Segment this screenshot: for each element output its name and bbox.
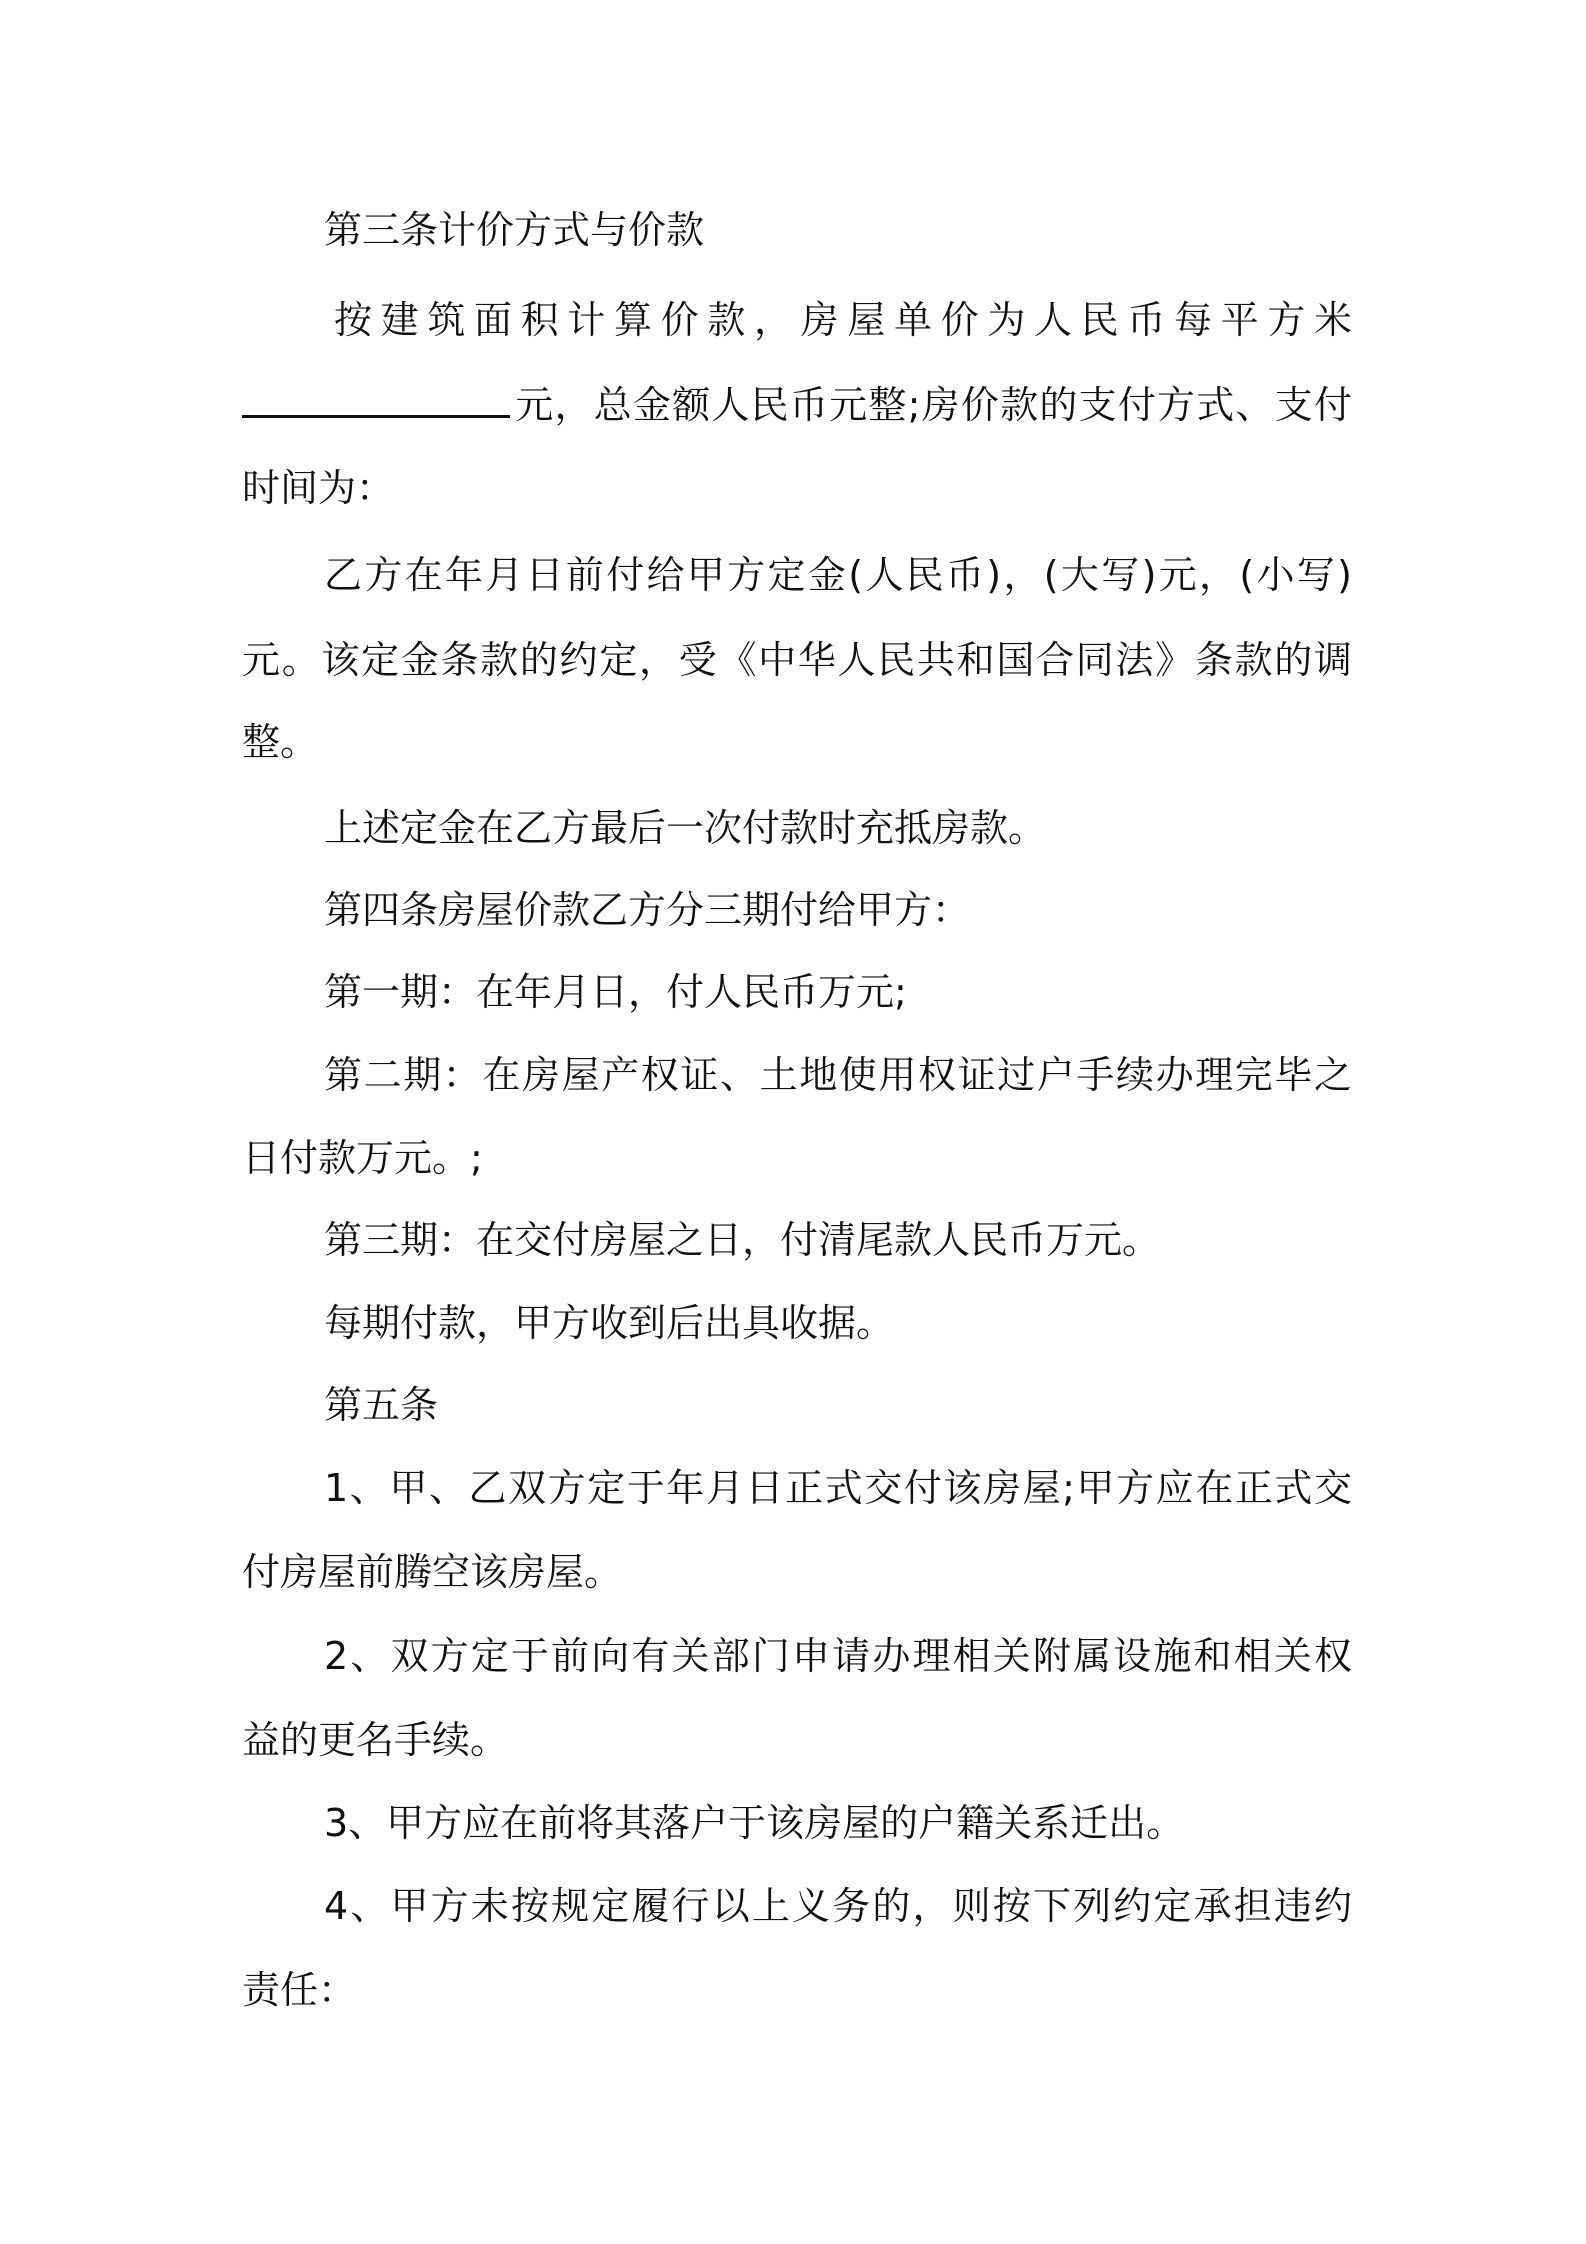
- deposit-paragraph-line-3: 整。: [242, 720, 319, 764]
- article-5-heading: 第五条: [324, 1383, 439, 1427]
- article-5-item-3: 3、甲方应在前将其落户于该房屋的户籍关系迁出。: [324, 1801, 1185, 1845]
- article-3-heading: 第三条计价方式与价款: [324, 208, 705, 252]
- article-3-paragraph-1-line-2: [242, 375, 1352, 435]
- article-5-item-2-line-2: 益的更名手续。: [242, 1718, 509, 1762]
- article-5-item-1-line-1: 1、甲、乙双方定于年月日正式交付该房屋;甲方应在正式交: [324, 1466, 1352, 1510]
- article-3-paragraph-1-line-2-text: 元，总金额人民币元整;房价款的支付方式、支付: [514, 383, 1352, 427]
- deposit-paragraph-line-2: 元。该定金条款的约定，受《中华人民共和国合同法》条款的调: [242, 638, 1352, 682]
- article-5-item-4-line-1: 4、甲方未按规定履行以上义务的，则按下列约定承担违约: [324, 1884, 1352, 1928]
- article-3-paragraph-1-line-1: 按建筑面积计算价款，房屋单价为人民币每平方米: [334, 298, 1352, 342]
- payment-phase-2-line-2: 日付款万元。;: [242, 1136, 483, 1180]
- deposit-paragraph-line-1: 乙方在年月日前付给甲方定金(人民币)，(大写)元，(小写): [324, 553, 1352, 597]
- article-5-item-1-line-2: 付房屋前腾空该房屋。: [242, 1550, 623, 1594]
- deposit-offset-paragraph: 上述定金在乙方最后一次付款时充抵房款。: [324, 806, 1047, 850]
- payment-phase-2-line-1: 第二期：在房屋产权证、土地使用权证过户手续办理完毕之: [324, 1053, 1352, 1097]
- payment-phase-1: 第一期：在年月日，付人民币万元;: [324, 970, 907, 1014]
- article-5-item-4-line-2: 责任：: [242, 1968, 357, 2012]
- payment-phase-3: 第三期：在交付房屋之日，付清尾款人民币万元。: [324, 1218, 1161, 1262]
- article-3-paragraph-1-line-3: 时间为：: [242, 466, 395, 510]
- receipt-paragraph: 每期付款，甲方收到后出具收据。: [324, 1301, 895, 1345]
- article-4-heading: 第四条房屋价款乙方分三期付给甲方：: [324, 888, 971, 932]
- price-blank-line: [242, 375, 510, 418]
- article-5-item-2-line-1: 2、双方定于前向有关部门申请办理相关附属设施和相关权: [324, 1634, 1352, 1678]
